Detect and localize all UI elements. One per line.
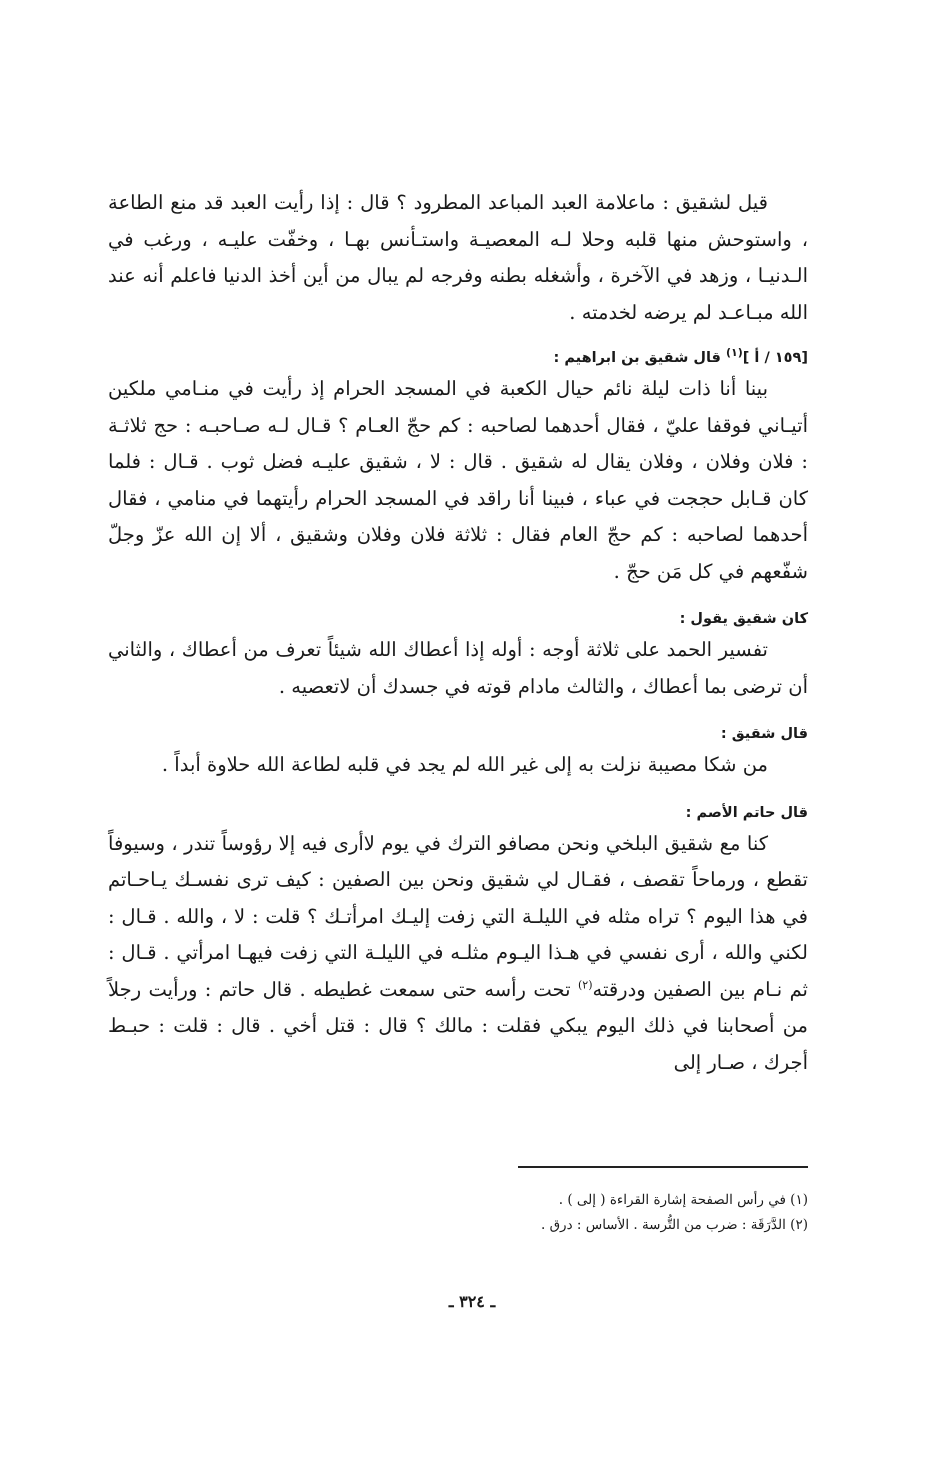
footnotes xyxy=(300,1188,808,1238)
paragraph-2: بينا أنا ذات ليلة نائم حيال الكعبة في المسجد الحرام إذ رأيت في منـامي ملكين أتيـاني فوقفا عليّ ، فقال أحدهما لصاحبه : كم حجّ العـام ؟ قـال لـه صـاحبـه : حج ثلاثـة : فلان وفلان ، وفلان يقال له شقيق . قال : لا ، شقيق عليـه فضل ثوب . قـال : فلما كان قـابل حججت في عباء ، فبينا أنا راقد في المسجد الحرام رأيتهما في منامي ، فقال أحدهما لصاحبه : كم حجّ العام فقال : ثلاثة فلان وفلان وشقيق ، ألا إن الله عزّ وجلّ شفّعهم في كل مَن حجّ . xyxy=(108,377,808,583)
heading-shaqiq-ibn-ibrahim xyxy=(108,345,808,371)
spacer xyxy=(108,331,808,345)
footnote-1: (١) في رأس الصفحة إشارة القراءة ( إلى ) . xyxy=(558,1192,808,1208)
paragraph-3: تفسير الحمد على ثلاثة أوجه : أوله إذا أعطاك الله شيئاً تعرف من أعطاك ، والثاني أن ترضى بما أعطاك ، والثالث مادام قوته في جسدك أن لاتعصيه . xyxy=(108,638,808,698)
heading-label: قال شقيق بن ابراهيم : xyxy=(553,350,721,366)
footnote-marker-1: (١) xyxy=(725,346,743,360)
paragraph-5 xyxy=(108,826,808,1082)
heading-hatim-al-asamm: قال حاتم الأصم : xyxy=(685,804,808,821)
folio-reference: [١٥٩ / أ ] xyxy=(742,350,808,366)
paragraph-5-part-a: كنا مع شقيق البلخي ونحن مصافو الترك في يوم لاأرى فيه إلا رؤوساً تندر ، وسيوفاً تقطع ، ورماحاً تقصف ، فقـال لي شقيق ونحن بين الصفين : كيف ترى نفسـك يـاحـاتم في هذا اليوم ؟ تراه مثله في الليلـة التي زفت إليـك امرأتـك ؟ قلت : لا ، والله . قـال : لكني والله ، أرى نفسي في هـذا اليـوم مثلـه في الليلـة التي زفت فيهـا امرأتي . قـال : ثم نـام بين الصفين ودرقته xyxy=(108,831,808,1001)
paragraph-1: قيل لشقيق : ماعلامة العبد المباعد المطرود ؟ قال : إذا رأيت العبد قد منع الطاعة ، واستوحش منها قلبه وحلا لـه المعصيـة واستـأنس بهـا ، وخفّت عليـه ، ورغب في الـدنيـا ، وزهد في الآخرة ، وأشغله بطنه وفرجه لم يبال من أين أخذ الدنيا فاعلم أنه عند الله مبـاعـد لم يرضه لخدمته . xyxy=(108,191,808,324)
footnote-2: (٢) الدَّرَقَة : ضرب من التُّرسة . الأساس : درق . xyxy=(541,1217,808,1233)
page-number: ـ ٣٢٤ ـ xyxy=(448,1292,496,1311)
footnote-marker-2: (٢) xyxy=(577,978,593,991)
main-text xyxy=(108,185,808,1081)
heading-shaqiq-used-to-say: كان شقيق يقول : xyxy=(679,611,808,627)
spacer xyxy=(108,705,808,721)
spacer xyxy=(108,784,808,800)
spacer xyxy=(108,590,808,606)
paragraph-5-part-b: تحت رأسه حتى سمعت غطيطه . قال حاتم : ورأيت رجلاً من أصحابنا في ذلك اليوم يبكي فقلت : مالك ؟ قال : قتل أخي . قال : قلت : حبـط أجرك ، صـار إلى xyxy=(108,977,808,1074)
footnote-divider xyxy=(518,1166,808,1168)
paragraph-4: من شكا مصيبة نزلت به إلى غير الله لم يجد في قلبه لطاعة الله حلاوة أبداً . xyxy=(161,753,768,776)
heading-shaqiq-said: قال شقيق : xyxy=(720,726,808,742)
